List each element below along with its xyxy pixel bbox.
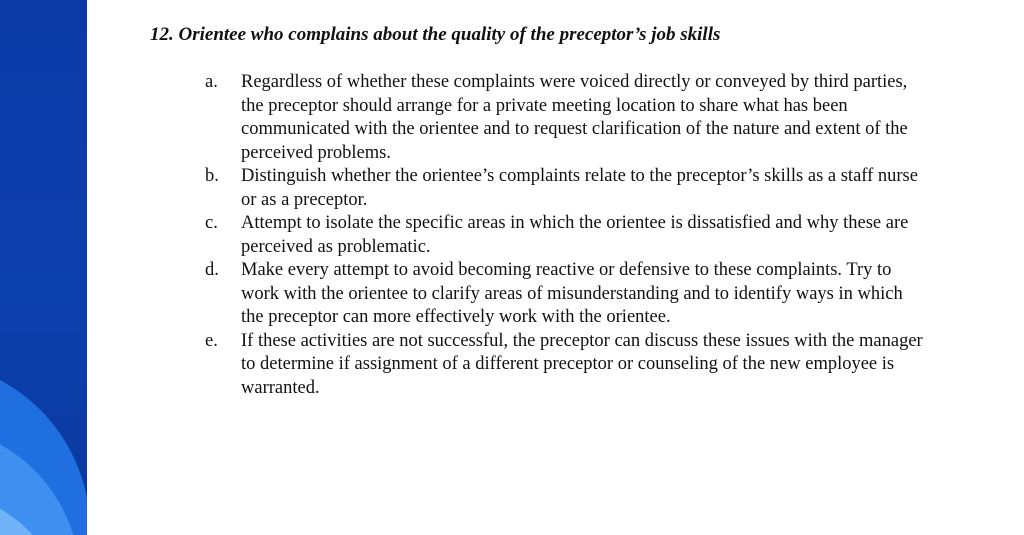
list-item: [205, 212, 925, 259]
list-item: [205, 259, 925, 330]
list-item: [205, 165, 925, 212]
list-marker: e.: [205, 330, 218, 351]
list-marker: d.: [205, 260, 219, 280]
guidance-list: [205, 71, 925, 400]
list-item-text: Make every attempt to avoid becoming reactive or defensive to these complaints. Try to work with the orientee to clarify areas of misunderstanding and to identify ways in which the preceptor can more effectively work with the orientee.: [241, 260, 903, 327]
list-item: [205, 71, 925, 165]
list-item-text: Attempt to isolate the specific areas in which the orientee is dissatisfied and why these are perceived as problematic.: [241, 213, 909, 257]
list-marker: c.: [205, 213, 218, 233]
decorative-side-band: [0, 0, 87, 535]
list-item: [205, 330, 925, 401]
list-marker: b.: [205, 166, 219, 186]
list-marker: a.: [205, 72, 218, 92]
list-item-text: Regardless of whether these complaints were voiced directly or conveyed by third parties, the preceptor should arrange for a private meeting location to share what has been communicated with the orientee and to request clarification of the nature and extent of the perceived problems.: [241, 72, 908, 163]
slide-title: 12. Orientee who complains about the quality of the preceptor’s job skills: [150, 24, 721, 45]
list-item-text: If these activities are not successful, the preceptor can discuss these issues with the manager to determine if assignment of a different preceptor or counseling of the new employee is warranted.: [241, 330, 923, 398]
list-item-text: Distinguish whether the orientee’s complaints relate to the preceptor’s skills as a staff nurse or as a preceptor.: [241, 166, 918, 210]
